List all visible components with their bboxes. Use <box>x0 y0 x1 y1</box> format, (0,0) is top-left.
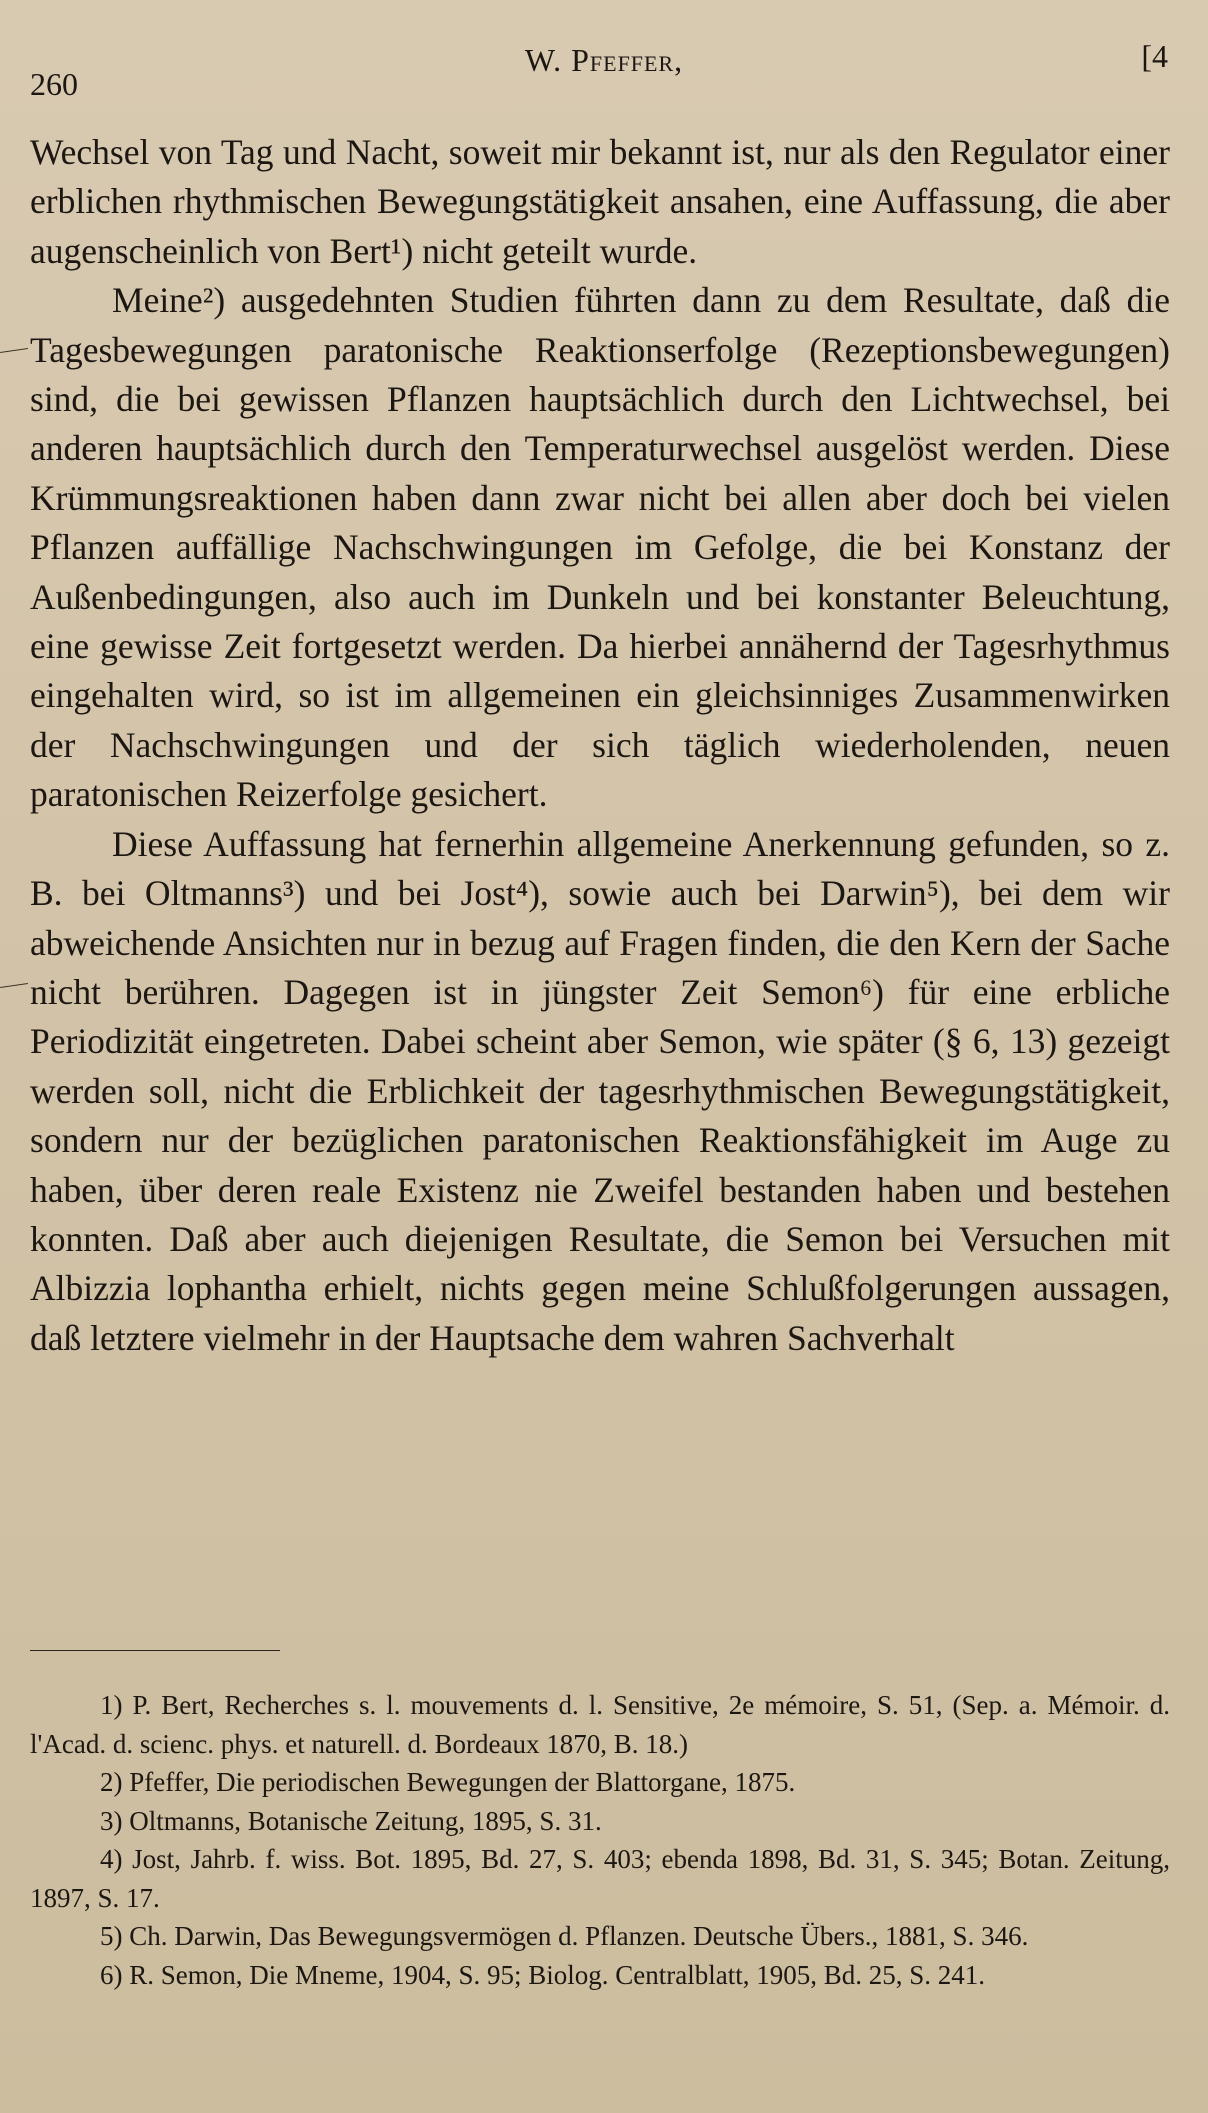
running-head <box>30 38 1178 102</box>
section-marker: [4 <box>1141 38 1168 74</box>
margin-mark <box>0 348 28 353</box>
main-text <box>30 128 1170 1363</box>
footnote: 1) P. Bert, Recherches s. l. mouvements d. l. Sensitive, 2e mémoire, S. 51, (Sep. a. Mémoir. d. l'Acad. d. scienc. phys. et naturell. d. Bordeaux 1870, B. 18.) <box>30 1690 1170 1759</box>
running-head-author: W. Pfeffer, <box>524 42 684 78</box>
footnote: 5) Ch. Darwin, Das Bewegungsvermögen d. Pflanzen. Deutsche Übers., 1881, S. 346. <box>100 1921 1029 1951</box>
paragraph: Diese Auffassung hat fernerhin allgemeine Anerkennung gefunden, so z. B. bei Oltmanns³) und bei Jost⁴), sowie auch bei Darwin⁵), bei dem wir abweichende Ansichten nur in bezug auf Fragen finden, die den Kern der Sache nicht berühren. Dagegen ist in jüngster Zeit Semon⁶) für eine erbliche Periodizität eingetreten. Dabei scheint aber Semon, wie später (§ 6, 13) gezeigt werden soll, nicht die Erblichkeit der tagesrhythmischen Bewegungstätigkeit, sondern nur der bezüglichen paratonischen Reaktionsfähigkeit im Auge zu haben, über deren reale Existenz nie Zweifel bestanden haben und bestehen konnten. Daß aber auch diejenigen Resultate, die Semon bei Versuchen mit Albizzia lophantha erhielt, nichts gegen meine Schlußfolgerungen aussagen, daß letztere vielmehr in der Hauptsache dem wahren Sachverhalt <box>30 823 1170 1358</box>
footnote: 4) Jost, Jahrb. f. wiss. Bot. 1895, Bd. 27, S. 403; ebenda 1898, Bd. 31, S. 345; Botan. Zeitung, 1897, S. 17. <box>30 1844 1170 1913</box>
footnote: 2) Pfeffer, Die periodischen Bewegungen der Blattorgane, 1875. <box>100 1767 796 1797</box>
footnotes <box>30 1686 1170 1994</box>
margin-mark <box>0 983 28 988</box>
paragraph: Meine²) ausgedehnten Studien führten dann zu dem Resultate, daß die Tagesbewegungen paratonische Reaktionserfolge (Rezeptionsbewegungen) sind, die bei gewissen Pflanzen hauptsächlich durch den Lichtwechsel, bei anderen hauptsächlich durch den Temperaturwechsel ausgelöst werden. Diese Krümmungsreaktionen haben dann zwar nicht bei allen aber doch bei vielen Pflanzen auffällige Nachschwingungen im Gefolge, die bei Konstanz der Außenbedingungen, also auch im Dunkeln und bei konstanter Beleuchtung, eine gewisse Zeit fortgesetzt werden. Da hierbei annähernd der Tagesrhythmus eingehalten wird, so ist im allgemeinen ein gleichsinniges Zusammenwirken der Nachschwingungen und der sich täglich wiederholenden, neuen paratonischen Reizerfolge gesichert. <box>30 280 1170 815</box>
footnote: 6) R. Semon, Die Mneme, 1904, S. 95; Biolog. Centralblatt, 1905, Bd. 25, S. 241. <box>100 1959 985 1990</box>
paragraph: Wechsel von Tag und Nacht, soweit mir bekannt ist, nur als den Regulator einer erblichen rhythmischen Bewegungstätigkeit ansahen, eine Auffassung, die aber augenscheinlich von Bert¹) nicht geteilt wurde. <box>30 132 1170 271</box>
footnote-divider <box>30 1650 280 1651</box>
page-number: 260 <box>30 66 78 102</box>
footnote: 3) Oltmanns, Botanische Zeitung, 1895, S. 31. <box>100 1805 602 1836</box>
